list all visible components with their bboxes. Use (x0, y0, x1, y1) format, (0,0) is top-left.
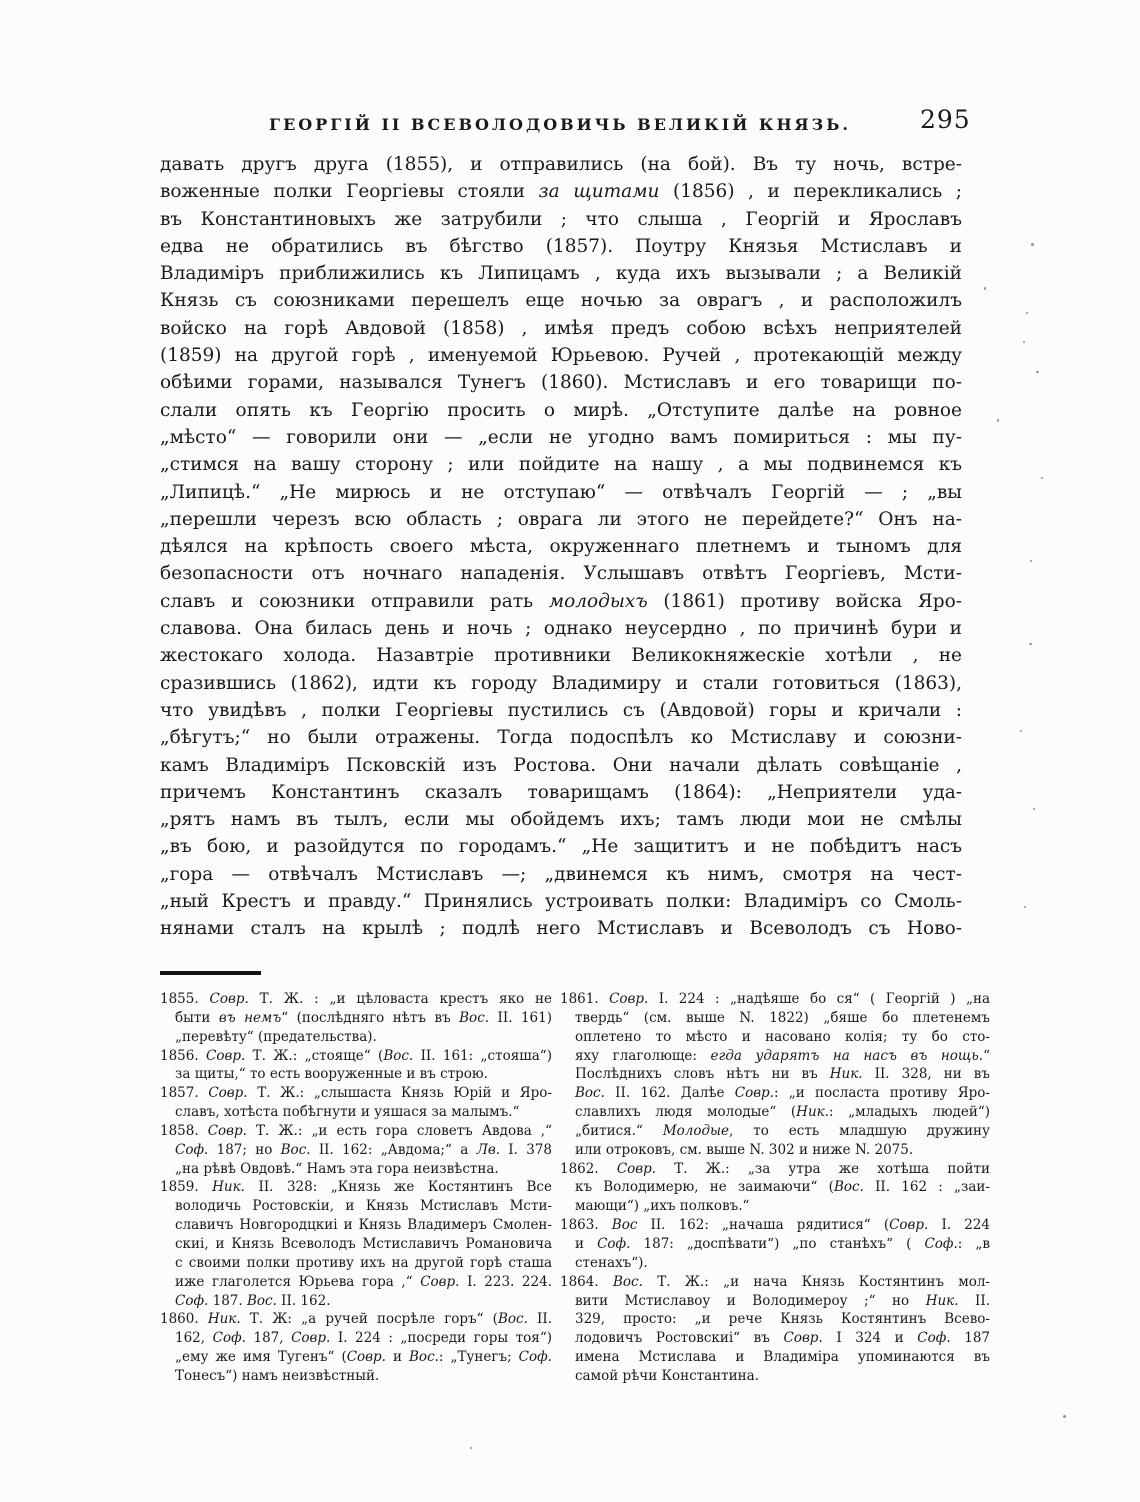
footnote-line: оплетено то мѣсто и насовано колія; ту бо сто- (575, 1028, 990, 1045)
footnote-line: 1861. Совр. I. 224 : „надѣяше бо ся“ ( Георгій ) „на (560, 991, 990, 1007)
footnote-line: скиі, и Князь Всеволодъ Мстиславичъ Романовича (175, 1235, 552, 1252)
body-line: камъ Владиміръ Псковскій изъ Ростова. Они начали дѣлать совѣщаніе , (160, 754, 962, 776)
scan-speck (1030, 560, 1032, 562)
scan-speck (1020, 730, 1022, 732)
body-line: давать другъ друга (1855), и отправились (на бой). Въ ту ночь, встре- (160, 154, 962, 175)
footnote-line: 1855. Совр. Т. Ж. : „и цѣловаста крестъ яко не (160, 991, 552, 1007)
footnote-line: и Соф. 187: „доспѣвати“) „по станѣхъ“ ( Соф.: „в (575, 1235, 990, 1252)
body-line: жестокаго холода. Назавтріе противники Великокняжескіе хотѣли , не (160, 645, 962, 667)
footnote-line: 329, просто: „и рече Князь Костянтинъ Всево- (575, 1311, 990, 1328)
footnote-line: Тонесъ“) намъ неизвѣстный. (175, 1367, 380, 1384)
body-line: безопасности отъ ночнаго нападенія. Услышавъ отвѣтъ Георгіевъ, Мсти- (160, 563, 962, 585)
footnote-line: твердь“ (см. выше N. 1822) „бяше бо плетенемъ (575, 1009, 990, 1026)
footnote-line: быти въ немъ“ (послѣдняго нѣтъ въ Вос. II. 161) (175, 1009, 552, 1026)
body-line: дѣялся на крѣпость своего мѣста, окруженнаго плетнемъ и тыномъ для (160, 536, 962, 558)
footnote-line: яху глаголюще: егда ударятъ на насъ въ нощь.“ (575, 1047, 990, 1064)
footnote-line: иже глаголется Юрьева гора ,“ Совр. I. 223. 224. (175, 1273, 552, 1290)
body-line: „ный Крестъ и правду.“ Принялись устроивать полки: Владиміръ со Смоль- (160, 891, 962, 913)
body-line: въ Константиновыхъ же затрубили ; что слыша , Георгій и Ярославъ (160, 208, 962, 230)
footnotes (160, 990, 990, 1386)
footnotes-left-column (160, 990, 552, 1386)
footnote-line: с своими полки противу ихъ на другой горѣ сташа (175, 1254, 552, 1271)
body-line: „стимся на вашу сторону ; или пойдите на нашу , а мы подвинемся къ (160, 454, 962, 476)
scan-speck (1026, 312, 1028, 314)
body-text (160, 151, 962, 943)
scan-speck (984, 287, 986, 290)
body-line: „бѣгутъ;“ но были отражены. Тогда подоспѣлъ ко Мстиславу и союзни- (160, 727, 962, 749)
footnote-1857 (160, 1084, 552, 1122)
scan-speck (1023, 341, 1025, 343)
scan-speck (1063, 1415, 1066, 1418)
footnote-line: „на рѣвѣ Овдовѣ.“ Намъ эта гора неизвѣстна. (175, 1160, 499, 1177)
footnote-line: вити Мстиславоу и Володимероу ;“ но Ник. II. (575, 1292, 990, 1309)
footnote-line: 1863. Вос II. 162: „начаша рядитися“ (Совр. I. 224 (560, 1217, 990, 1234)
body-line: войско на горѣ Авдовой (1858) , имѣя предъ собою всѣхъ неприятелей (160, 317, 962, 339)
scan-speck (470, 1447, 472, 1449)
body-line: причемъ Константинъ сказалъ товарищамъ (1864): „Неприятели уда- (160, 781, 962, 803)
footnote-line: 1858. Совр. Т. Ж.: „и есть гора словетъ Авдова ,“ (160, 1122, 552, 1139)
scan-speck (1031, 243, 1034, 246)
body-line: что увидѣвъ , полки Георгіевы пустились съ (Авдовой) горы и кричали : (160, 699, 962, 721)
body-line: воженные полки Георгіевы стояли за щитами (1856) , и перекликались ; (160, 181, 962, 203)
body-line: едва не обратились въ бѣгство (1857). Поутру Князья Мстиславъ и (160, 235, 962, 257)
footnote-line: лодовичъ Ростовскиі“ въ Совр. I 324 и Соф. 187 (575, 1330, 990, 1347)
footnote-line: володичь Ростовскіи, и Князь Мстиславъ Мсти- (175, 1198, 552, 1215)
scan-speck (1024, 906, 1026, 908)
body-line: „рятъ намъ въ тылъ, если мы обойдемъ ихъ; тамъ люди мои не смѣлы (160, 809, 962, 831)
footnote-1858 (160, 1122, 552, 1179)
footnote-line: за щиты,“ то есть вооруженные и въ строю. (175, 1066, 488, 1083)
footnotes-right-column (560, 990, 990, 1386)
footnote-line: къ Володимерю, не заимаючи“ (Вос. II. 162 : „заи- (575, 1179, 990, 1196)
footnote-line: Соф. 187; но Вос. II. 162: „Авдома;“ а Лв. I. 378 (175, 1141, 552, 1158)
footnote-line: мающи“) „ихъ полковъ.“ (575, 1198, 750, 1215)
footnote-1862 (560, 1160, 990, 1217)
footnote-line: Вос. II. 162. Далѣе Совр.: „и посласта противу Яро- (575, 1085, 990, 1102)
body-line: „гора — отвѣчалъ Мстиславъ —; „двинемся къ нимъ, смотря на чест- (160, 863, 962, 885)
body-line: „мѣсто“ — говорили они — „если не угодно вамъ помириться : мы пу- (160, 426, 962, 448)
footnote-line: Соф. 187. Вос. II. 162. (175, 1292, 331, 1309)
body-line: Владиміръ приближились къ Липицамъ , куда ихъ вызывали ; а Великій (160, 263, 962, 285)
scan-speck (1041, 477, 1043, 479)
footnote-line: 1857. Совр. Т. Ж.: „слышаста Князь Юрій и Яро- (160, 1085, 552, 1102)
footnote-line: „ему же имя Тугенъ“ (Совр. и Вос.: „Тунегъ; Соф. (175, 1349, 552, 1366)
footnote-line: славлихъ людя молодые“ (Ник.: „младыхъ людей“) (575, 1104, 990, 1121)
body-line: обѣими горами, назывался Тунегъ (1860). Мстиславъ и его товарищи по- (160, 372, 962, 394)
scan-speck (1029, 643, 1032, 645)
footnote-divider (160, 971, 261, 975)
scan-speck (1033, 808, 1035, 810)
body-line: слали опять къ Георгію просить о мирѣ. „Отступите далѣе на ровное (160, 399, 962, 421)
footnote-1861 (560, 990, 990, 1160)
body-line: (1859) на другой горѣ , именуемой Юрьевою. Ручей , протекающій между (160, 345, 962, 367)
footnote-line: 1864. Вос. Т. Ж.: „и нача Князь Костянтинъ мол- (560, 1273, 990, 1290)
scan-speck (1036, 371, 1039, 373)
footnote-line: Послѣднихъ словъ нѣтъ ни въ Ник. II. 328, ни въ (575, 1066, 990, 1083)
footnote-1863 (560, 1216, 990, 1273)
footnote-1859 (160, 1178, 552, 1310)
body-line: „перешли черезъ всю область ; оврага ли этого не перейдете?“ Онъ на- (160, 508, 962, 530)
footnote-line: 1859. Ник. II. 328: „Князь же Костянтинъ Все (160, 1179, 552, 1196)
footnote-line: стенахъ“). (575, 1254, 648, 1271)
footnote-line: 1860. Ник. Т. Ж: „а ручей посрѣле горъ“ (Вос. II. (160, 1311, 552, 1328)
body-line: нянами сталъ на крылѣ ; подлѣ него Мстиславъ и Всеволодъ съ Ново- (160, 918, 962, 940)
footnote-line: 162, Соф. 187, Совр. I. 224 : „посреди горы тоя“) (175, 1330, 552, 1347)
footnote-1864 (560, 1273, 990, 1386)
footnote-line: 1856. Совр. Т. Ж.: „стояще“ (Вос. II. 161: „стояша“) (160, 1047, 552, 1064)
footnote-1855 (160, 990, 552, 1047)
footnote-line: славъ, хотѣста побѣгнути и уяшася за малымъ.“ (175, 1104, 520, 1121)
page-number: 295 (920, 105, 971, 134)
body-line: „Липицѣ.“ „Не мирюсь и не отступаю“ — отвѣчалъ Георгій — ; „вы (160, 481, 962, 503)
footnote-line: самой рѣчи Константина. (575, 1367, 759, 1384)
running-title: ГЕОРГІЙ II ВСЕВОЛОДОВИЧЬ ВЕЛИКІЙ КНЯЗЬ. (269, 115, 851, 134)
footnote-line: „перевѣту“ (предательства). (175, 1028, 377, 1045)
footnote-line: или отроковъ, см. выше N. 302 и ниже N. 2075. (575, 1141, 914, 1158)
footnote-line: 1862. Совр. Т. Ж.: „за утра же хотѣша пойти (560, 1160, 990, 1177)
body-line: Князь съ союзниками перешелъ еще ночью за оврагъ , и расположилъ (160, 290, 962, 312)
body-line: славова. Она билась день и ночь ; однако неусердно , по причинѣ бури и (160, 618, 962, 640)
footnote-line: славичъ Новгородцкиі и Князь Владимеръ Смолен- (175, 1217, 552, 1234)
scan-speck (997, 419, 999, 422)
footnote-line: „битися.“ Молодые, то есть младшую дружину (575, 1122, 990, 1139)
footnote-line: имена Мстислава и Владиміра упоминаются въ (575, 1349, 990, 1366)
body-line: „въ бою, и разойдутся по городамъ.“ „Не защититъ и не побѣдитъ насъ (160, 836, 962, 858)
body-line: сразившись (1862), идти къ городу Владимиру и стали готовиться (1863), (160, 672, 962, 694)
body-line: славъ и союзники отправили рать молодыхъ (1861) противу войска Яро- (160, 590, 962, 612)
footnote-1856 (160, 1047, 552, 1085)
footnote-1860 (160, 1310, 552, 1385)
